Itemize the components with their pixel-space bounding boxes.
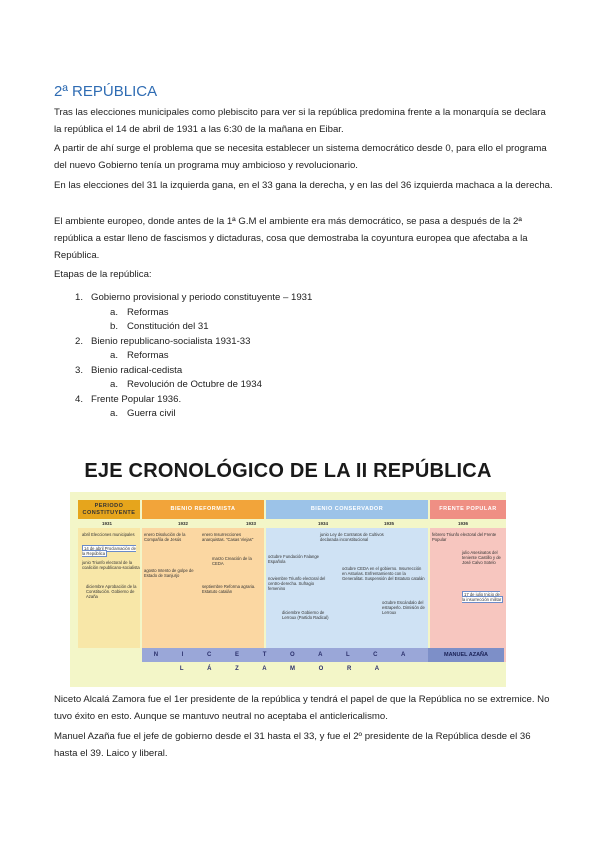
period-constituyente: PERIODO CONSTITUYENTE	[78, 500, 140, 519]
year-label: 1932	[178, 521, 189, 526]
year-label: 1933	[246, 521, 257, 526]
period-reformista: BIENIO REFORMISTA	[142, 500, 264, 519]
timeline-event: marzo Creación de la CEDA	[212, 556, 252, 566]
timeline-event: 17 de julio Inicio de la insurrección militar	[462, 592, 502, 602]
timeline-event: junio Ley de Contratos de Cultivos declarada inconstitucional	[320, 532, 384, 542]
year-label: 1934	[318, 521, 329, 526]
paragraph-problem: A partir de ahí surge el problema que se necesita establecer un sistema democrático desde 0, para ello el programa del nuevo Gobierno tenía un programa muy ambicioso y revolucionario.	[54, 143, 547, 171]
list-item: 4. Frente Popular 1936.	[75, 393, 182, 405]
page-title: 2ª REPÚBLICA	[54, 83, 158, 100]
paragraph-azana: Manuel Azaña fue el jefe de gobierno desde el 31 hasta el 33, y fue el 2º presidente de la República desde el 36 hasta el 39. Laico y liberal.	[54, 731, 531, 759]
year-label: 1936	[458, 521, 469, 526]
list-item: b. Constitución del 31	[110, 321, 209, 332]
presidents-bar	[142, 648, 506, 672]
paragraph-niceto: Niceto Alcalá Zamora fue el 1er presidente de la república y tendrá el papel de que la República no se extremice. No tuvo éxito en esto. Aunque se mantuvo neutral no aceptaba el anticlericalismo.	[54, 694, 550, 722]
list-item: a. Reformas	[110, 306, 169, 318]
year-label: 1931	[102, 521, 113, 526]
year-label: 1935	[384, 521, 395, 526]
timeline-event: noviembre Triunfo electoral del centro-derecha. Sufragio femenino	[268, 576, 326, 591]
president-azana: MANUEL AZAÑA	[428, 648, 504, 662]
list-item: a. Reformas	[110, 350, 169, 361]
column-bg-reformista	[142, 528, 264, 662]
timeline-event: octubre Escándalo del estraperlo. Dimisión de Lerroux	[382, 600, 425, 615]
period-conservador: BIENIO CONSERVADOR	[266, 500, 428, 519]
list-item: a. Guerra civil	[110, 408, 176, 419]
timeline-event: agosto Intento de golpe de Estado de Sanjurjo	[144, 568, 194, 578]
list-item: 1. Gobierno provisional y periodo constituyente – 1931	[75, 292, 313, 303]
period-frente-popular: FRENTE POPULAR	[430, 500, 506, 519]
paragraph-intro: Tras las elecciones municipales como plebiscito para ver si la república predomina frente a la monarquía se declara la república el 14 de abril de 1931 a las 6:30 de la mañana en Eibar.	[54, 107, 546, 135]
timeline-event: diciembre Aprobación de la Constitución. Gobierno de Azaña	[86, 584, 137, 599]
timeline-event: junio Triunfo electoral de la coalición republicano-socialista	[82, 560, 140, 570]
timeline-figure	[70, 432, 506, 687]
timeline-event: octubre CEDA en el gobierno. Insurrección en Asturias. Enfrentamiento con la Generalitat. Suspensión del Estatuto catalán	[342, 566, 425, 581]
list-item: a. Revolución de Octubre de 1934	[110, 379, 262, 390]
timeline-title: EJE CRONOLÓGICO DE LA II REPÚBLICA	[84, 460, 492, 482]
paragraph-europe: El ambiente europeo, donde antes de la 1ª G.M el ambiente era más democrático, se pasa a después de la 2ª república a estar lleno de fascismos y dictaduras, cosa que demostraba la coyuntura europea que afectaba a la República.	[54, 216, 528, 261]
stages-list	[54, 291, 534, 422]
timeline-event: julio Asesinatos del teniente Castillo y de José Calvo Sotelo	[462, 550, 501, 565]
president-niceto: N I C E T O A L C A L Á Z A M O R A	[142, 648, 428, 662]
timeline-event: 14 de abril Proclamación de la República	[82, 546, 136, 556]
timeline-event: enero Disolución de la Compañía de Jesús	[144, 532, 186, 542]
timeline-event: septiembre Reforma agraria. Estatuto catalán	[202, 584, 256, 594]
timeline-event: febrero Triunfo electoral del Frente Popular	[432, 532, 497, 542]
timeline-years	[78, 520, 506, 528]
timeline-event: abril Elecciones municipales	[82, 532, 135, 537]
column-bg-conservador	[266, 528, 428, 662]
timeline-event: octubre Fundación Falange Española	[268, 554, 319, 564]
list-item: 3. Bienio radical-cedista	[75, 364, 183, 376]
list-item: 2. Bienio republicano-socialista 1931-33	[75, 335, 251, 347]
paragraph-stages-heading: Etapas de la república:	[54, 269, 152, 280]
paragraph-elections: En las elecciones del 31 la izquierda gana, en el 33 gana la derecha, y en las del 36 izquierda machaca a la derecha.	[54, 180, 553, 191]
timeline-event: enero Insurrecciones anarquistas. "Casas Viejas"	[202, 532, 254, 542]
timeline-event: diciembre Gobierno de Lerroux (Partido Radical)	[282, 610, 329, 620]
